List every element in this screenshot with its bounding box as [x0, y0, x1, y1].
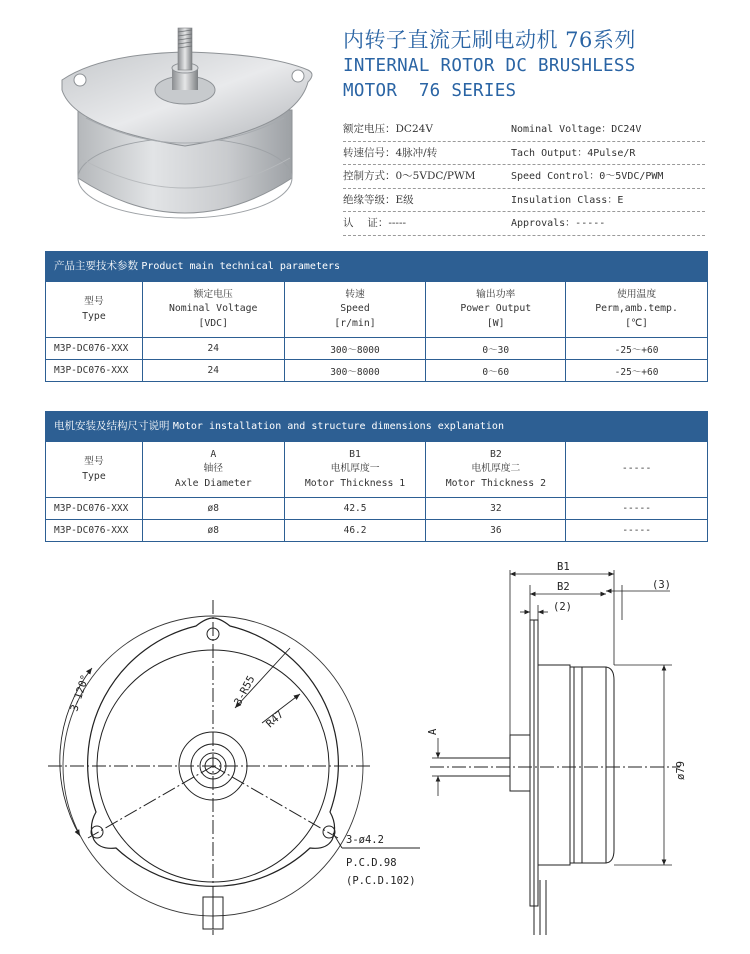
spec-en: Speed Control：0～5VDC/PWM	[511, 171, 664, 182]
column-header: 型号 Type	[46, 282, 143, 338]
spec-zh: 转速信号：4脉冲/转	[343, 146, 438, 159]
spec-zh: 绝缘等级：E级	[343, 193, 414, 206]
column-header: B2 电机厚度二 Motor Thickness 2	[426, 442, 566, 498]
table-cell: M3P-DC076-XXX	[46, 520, 143, 542]
spec-en: Approvals：-----	[511, 218, 606, 229]
label-pcd102: (P.C.D.102)	[346, 875, 416, 887]
table-row	[46, 498, 708, 520]
table-cell: -----	[566, 520, 708, 542]
label-b2: B2	[557, 581, 570, 593]
table-cell: 24	[142, 338, 284, 360]
table-cell: ø8	[142, 498, 284, 520]
label-dia79: ø79	[675, 761, 687, 780]
table-row	[46, 360, 708, 382]
column-header: 输出功率 Power Output [W]	[426, 282, 566, 338]
table-cell: M3P-DC076-XXX	[46, 360, 143, 382]
table-cell: -25～+60	[566, 360, 708, 382]
label-3-r55: 3-R55	[232, 673, 258, 708]
motor-photo	[40, 18, 330, 238]
spec-row	[343, 142, 705, 166]
table-cell: M3P-DC076-XXX	[46, 338, 143, 360]
table-cell: 300～8000	[284, 338, 426, 360]
column-header: A 轴径 Axle Diameter	[142, 442, 284, 498]
column-header: 转速 Speed [r/min]	[284, 282, 426, 338]
table-cell: -25～+60	[566, 338, 708, 360]
label-3: (3)	[652, 579, 671, 591]
table-cell: ø8	[142, 520, 284, 542]
column-header: B1 电机厚度一 Motor Thickness 1	[284, 442, 426, 498]
spec-row	[343, 189, 705, 213]
table1-header	[45, 251, 708, 281]
spec-zh: 认 证：-----	[343, 217, 407, 229]
label-3-120: 3-120°	[68, 673, 92, 713]
table-cell: 36	[426, 520, 566, 542]
spec-en: Tach Output：4Pulse/R	[511, 147, 636, 159]
front-view	[48, 600, 372, 935]
tech-params-table	[45, 281, 708, 382]
spec-en: Insulation Class：E	[511, 194, 624, 206]
label-b1: B1	[557, 561, 570, 573]
spec-list	[343, 118, 705, 236]
table1-header-en: Product main technical parameters	[141, 261, 341, 272]
spec-row	[343, 212, 705, 236]
table-cell: 300～8000	[284, 360, 426, 382]
table-cell: 0～60	[426, 360, 566, 382]
label-a: A	[427, 728, 439, 735]
title-zh: 内转子直流无刷电动机 76系列	[343, 28, 636, 52]
column-header: 使用温度 Perm,amb.temp. [℃]	[566, 282, 708, 338]
spec-row	[343, 118, 705, 142]
technical-drawing	[0, 560, 750, 954]
table2-header-zh: 电机安装及结构尺寸说明	[54, 420, 170, 432]
table2-header	[45, 411, 708, 441]
label-r47: R47	[263, 708, 287, 731]
table-row	[46, 338, 708, 360]
table-cell: 0～30	[426, 338, 566, 360]
title-en-line2: MOTOR 76 SERIES	[343, 81, 517, 101]
table-header-row	[46, 442, 708, 498]
title-en-line1: INTERNAL ROTOR DC BRUSHLESS	[343, 56, 636, 76]
label-pcd98: P.C.D.98	[346, 857, 397, 869]
label-2: (2)	[553, 601, 572, 613]
spec-zh: 控制方式：0～5VDC/PWM	[343, 170, 476, 182]
table1-header-zh: 产品主要技术参数	[54, 260, 138, 272]
column-header: 额定电压 Nominal Voltage [VDC]	[142, 282, 284, 338]
table-header-row	[46, 282, 708, 338]
dimensions-table	[45, 441, 708, 542]
table2-header-en: Motor installation and structure dimensions explanation	[172, 421, 504, 432]
column-header: -----	[566, 442, 708, 498]
column-header: 型号 Type	[46, 442, 143, 498]
label-holes: 3-ø4.2	[346, 834, 384, 846]
table-cell: 42.5	[284, 498, 426, 520]
spec-zh: 额定电压：DC24V	[343, 123, 433, 135]
spec-en: Nominal Voltage：DC24V	[511, 124, 642, 135]
product-title	[343, 26, 636, 104]
table-cell: 32	[426, 498, 566, 520]
table-cell: 46.2	[284, 520, 426, 542]
table-cell: 24	[142, 360, 284, 382]
table-row	[46, 520, 708, 542]
side-view	[430, 620, 680, 935]
spec-row	[343, 165, 705, 189]
table-cell: M3P-DC076-XXX	[46, 498, 143, 520]
table-cell: -----	[566, 498, 708, 520]
